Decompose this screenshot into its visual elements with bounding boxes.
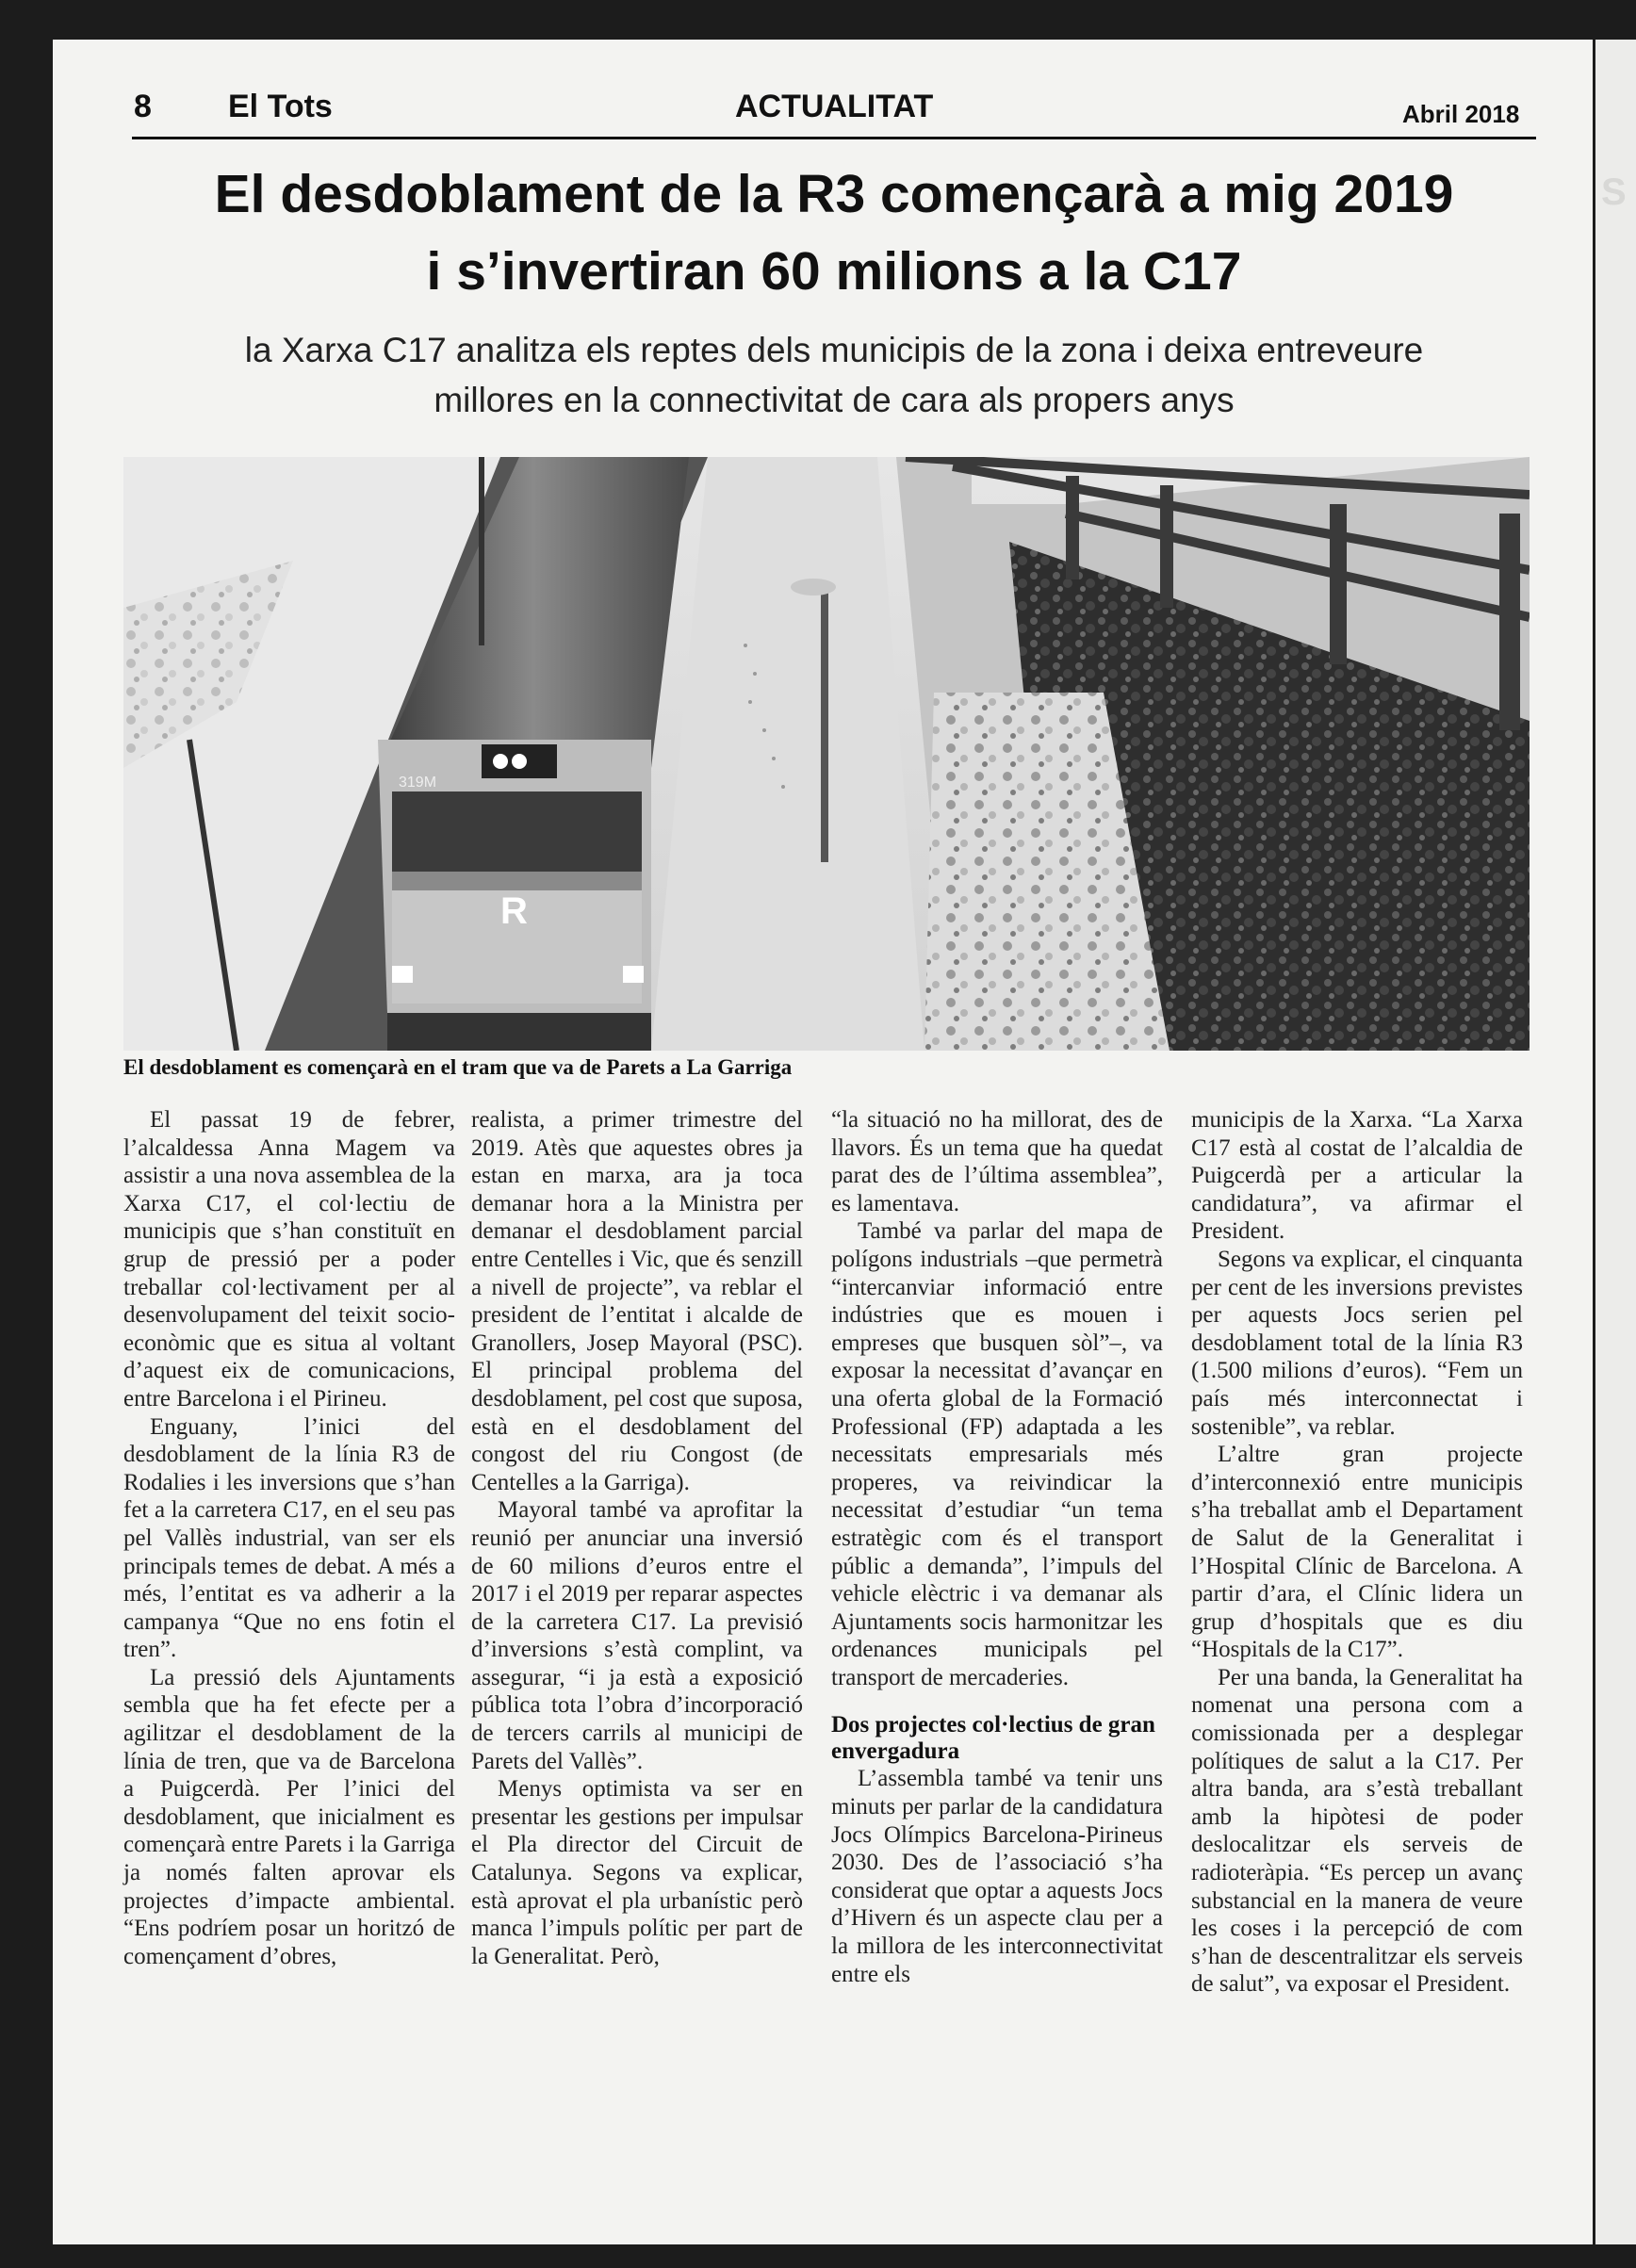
col3-paragraph: També va parlar del mapa de polígons industrials –que permetrà “intercanviar informació entre indústries que es mouen i empreses que busquen sòl”–, va exposar la necessitat d’avançar en una oferta global de la Formació Professional (FP) adaptada a les necessitats empresarials més properes, va reivindicar la necessitat d’estudiar “un tema estratègic com és el transport públic a demanda”, l’impuls del vehicle elèctric i va demanar als Ajuntaments socis harmonitzar les ordenances municipals pel transport de mercaderies.	[831, 1218, 1163, 1690]
article-subheadline	[132, 325, 1536, 425]
article-column-1	[123, 1106, 455, 1970]
col4-paragraph: Segons va explicar, el cinquanta per cent de les inversions previstes per aquests Jocs serien pel desdoblament total de la línia R3 (1.500 milions d’euros). “Fem un país més interconnectat i sostenible”, va reblar.	[1191, 1246, 1523, 1440]
subheadline-line-1: la Xarxa C17 analitza els reptes dels municipis de la zona i deixa entreveure	[244, 331, 1424, 369]
col4-paragraph: municipis de la Xarxa. “La Xarxa C17 està al costat de l’alcaldia de Puigcerdà per a articular la candidatura”, va afirmar el President.	[1191, 1107, 1523, 1245]
train-r-logo: R	[500, 890, 528, 932]
header-rule	[132, 137, 1536, 139]
col2-paragraph: Mayoral també va aprofitar la reunió per anunciar una inversió de 60 milions d’euros entre el 2017 i el 2019 per reparar aspectes de la carretera C17. La previsió d’inversions s’està complint, va assegurar, “i ja està a exposició pública tota l’obra d’incorporació de tercers carrils al municipi de Parets del Vallès”.	[471, 1497, 803, 1774]
headline-line-2: i s’invertiran 60 milions a la C17	[426, 241, 1242, 302]
next-page-ghost-letter: S	[1601, 171, 1627, 213]
col1-paragraph: La pressió dels Ajuntaments sembla que ha fet efecte per a agilitzar el desdoblament de la línia de tren, que va de Barcelona a Puigcerdà. Per l’inici del desdoblament, que inicialment es començarà entre Parets i la Garriga ja només falten aprovar els projectes d’impacte ambiental. “Ens podríem posar un horitzó de començament d’obres,	[123, 1664, 455, 1969]
col1-paragraph: Enguany, l’inici del desdoblament de la línia R3 de Rodalies i les inversions que s’han fet a la carretera C17, en el seu pas pel Vallès industrial, van ser els principals temes de debat. A més a més, l’entitat es va adherir a la campanya “Que no ens fotin el tren”.	[123, 1413, 455, 1663]
section-label: ACTUALITAT	[735, 89, 934, 124]
photo-caption: El desdoblament es començarà en el tram que va de Parets a La Garriga	[123, 1055, 793, 1079]
publication-name: El Tots	[228, 89, 333, 124]
col1-paragraph: El passat 19 de febrer, l’alcaldessa Anna Magem va assistir a una nova assemblea de la Xarxa C17, el col·lectiu de municipis que s’han constituït en grup de pressió per a poder treballar col·lectivament per al desenvolupament del teixit socio-econòmic que es situa al voltant d’aquest eix de comunicacions, entre Barcelona i el Pirineu.	[123, 1107, 455, 1411]
page-number: 8	[134, 89, 152, 124]
next-page-edge	[1595, 40, 1636, 2244]
subheadline-line-2: millores en la connectivitat de cara als propers anys	[434, 381, 1235, 419]
article-column-4	[1191, 1106, 1523, 1999]
col3-paragraph: “la situació no ha millorat, des de llavors. És un tema que ha quedat parat des de l’última assemblea”, es lamentava.	[831, 1107, 1163, 1216]
col2-paragraph: realista, a primer trimestre del 2019. Atès que aquestes obres ja estan en marxa, ara ja toca demanar hora a la Ministra per demanar el desdoblament parcial entre Centelles i Vic, que és senzill a nivell de projecte”, va reblar el president de l’entitat i alcalde de Granollers, Josep Mayoral (PSC). El principal problema del desdoblament, pel cost que suposa, està en el desdoblament del congost del riu Congost (de Centelles a la Garriga).	[471, 1107, 803, 1495]
article-column-3	[831, 1106, 1163, 1988]
article-column-2	[471, 1106, 803, 1970]
train-snow-photo	[123, 457, 1530, 1051]
col2-paragraph: Menys optimista va ser en presentar les gestions per impulsar el Pla director del Circuit de Catalunya. Segons va explicar, està aprovat el pla urbanístic però manca l’impuls polític per part de la Generalitat. Però,	[471, 1776, 803, 1969]
col4-paragraph: L’altre gran projecte d’interconnexió entre municipis s’ha treballat amb el Departament de Salut de la Generalitat i l’Hospital Clínic de Barcelona. A partir d’ara, el Clínic lidera un grup d’hospitals que es diu “Hospitals de la C17”.	[1191, 1442, 1523, 1663]
headline-line-1: El desdoblament de la R3 començarà a mig 2019	[214, 164, 1454, 224]
col4-paragraph: Per una banda, la Generalitat ha nomenat una persona com a comissionada per a desplegar polítiques de salut a la C17. Per altra banda, ara s’està treballant amb la hipòtesi de poder deslocalitzar els serveis de radioteràpia. “Es percep un avanç substancial en la manera de veure les coses i la percepció de com s’han de descentralitzar els serveis de salut”, va exposar el President.	[1191, 1664, 1523, 1998]
col3-subheading: Dos projectes col·lectius de gran envergadura	[831, 1712, 1155, 1765]
article-headline	[132, 155, 1536, 310]
issue-date: Abril 2018	[1402, 100, 1520, 128]
train-number-label: 319M	[399, 775, 437, 791]
col3-paragraph: L’assembla també va tenir uns minuts per parlar de la candidatura Jocs Olímpics Barcelona-Pirineus 2030. Des de l’associació s’ha considerat que optar a aquests Jocs d’Hivern és un aspecte clau per a la millora de les interconnectivitat entre els	[831, 1766, 1163, 1987]
